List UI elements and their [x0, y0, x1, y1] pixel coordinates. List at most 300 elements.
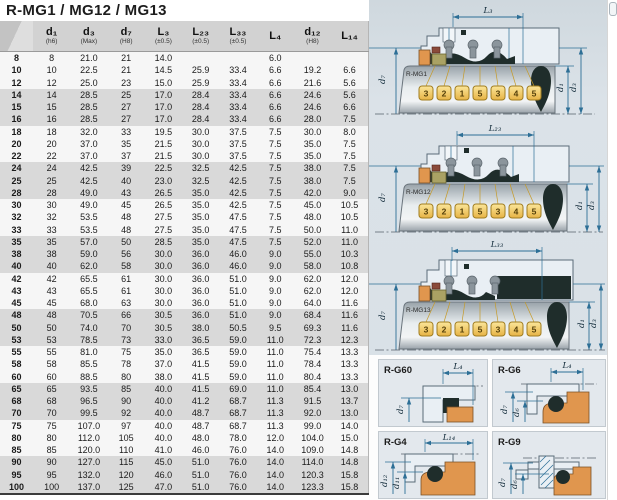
- column-header: d₃ (Max): [70, 21, 107, 52]
- row-label-cell: 70: [0, 407, 33, 419]
- value-cell: 69.0: [219, 383, 256, 395]
- column-header: L₃₃ (±0.5): [219, 21, 256, 52]
- value-cell: 37.5: [219, 126, 256, 138]
- value-cell: 11.3: [257, 407, 294, 419]
- value-cell: 46.0: [182, 444, 219, 456]
- value-cell: 36.5: [182, 346, 219, 358]
- value-cell: 40: [108, 175, 145, 187]
- value-cell: 11.6: [331, 297, 368, 309]
- value-cell: 9.0: [331, 187, 368, 199]
- value-cell: 41.5: [182, 358, 219, 370]
- value-cell: 48: [108, 211, 145, 223]
- value-cell: 22.5: [70, 64, 107, 76]
- column-header: d₁ (h6): [33, 21, 70, 52]
- value-cell: 51.0: [219, 297, 256, 309]
- dim-label-d7: d₇: [378, 311, 388, 320]
- row-label-cell: 15: [0, 101, 33, 113]
- value-cell: 28.4: [182, 101, 219, 113]
- value-cell: 120: [108, 469, 145, 481]
- value-cell: 42.5: [219, 162, 256, 174]
- value-cell: 81.0: [70, 346, 107, 358]
- value-cell: 37.0: [70, 138, 107, 150]
- diagram-r-g60: [378, 359, 488, 427]
- callout-number: 5: [531, 206, 537, 217]
- value-cell: 6.6: [257, 113, 294, 125]
- scrollbar-thumb[interactable]: [609, 2, 617, 16]
- value-cell: 114.0: [294, 456, 331, 468]
- value-cell: 7.5: [257, 138, 294, 150]
- table-row: [0, 211, 369, 223]
- row-label-cell: 10: [0, 64, 33, 76]
- table-row: [0, 297, 369, 309]
- value-cell: 35.0: [145, 346, 182, 358]
- value-cell: 35.0: [182, 211, 219, 223]
- value-cell: 36.0: [182, 309, 219, 321]
- value-cell: 6.6: [331, 101, 368, 113]
- seat-label: R-G60: [384, 365, 412, 376]
- value-cell: 30.0: [182, 138, 219, 150]
- table-row: [0, 224, 369, 236]
- value-cell: 25.0: [70, 77, 107, 89]
- value-cell: 14.8: [331, 456, 368, 468]
- row-label-cell: 30: [0, 199, 33, 211]
- value-cell: 68: [33, 395, 70, 407]
- dim-label-d7: d₇: [498, 478, 508, 487]
- value-cell: 48.0: [294, 211, 331, 223]
- value-cell: 59.0: [219, 371, 256, 383]
- value-cell: 35.0: [182, 187, 219, 199]
- value-cell: 37: [108, 150, 145, 162]
- value-cell: 51.0: [182, 469, 219, 481]
- value-cell: 33: [33, 224, 70, 236]
- value-cell: 30.0: [294, 126, 331, 138]
- callout-number: 2: [441, 324, 447, 335]
- value-cell: 37.0: [70, 150, 107, 162]
- value-cell: 64.0: [294, 297, 331, 309]
- row-label-cell: 60: [0, 371, 33, 383]
- table-row: [0, 187, 369, 199]
- dim-label-d1: d₁: [575, 201, 585, 210]
- value-cell: 13.3: [331, 371, 368, 383]
- value-cell: 27.5: [145, 211, 182, 223]
- diagram-r-mg1: [369, 2, 606, 119]
- value-cell: 17.0: [145, 113, 182, 125]
- table-row: [0, 371, 369, 383]
- diagram-panel: [369, 0, 607, 500]
- value-cell: 93.5: [70, 383, 107, 395]
- value-cell: 14.8: [331, 444, 368, 456]
- value-cell: 46.0: [219, 260, 256, 272]
- callout-number: 5: [477, 206, 483, 217]
- value-cell: 41.5: [182, 383, 219, 395]
- value-cell: 39: [108, 162, 145, 174]
- callout-number: 3: [423, 206, 429, 217]
- value-cell: 51.0: [219, 273, 256, 285]
- value-cell: 80: [108, 371, 145, 383]
- column-header: L₃ (±0.5): [145, 21, 182, 52]
- column-header: d₁₂ (H8): [294, 21, 331, 52]
- value-cell: 40.0: [145, 395, 182, 407]
- value-cell: 50.0: [294, 224, 331, 236]
- header-corner-cell: [0, 21, 33, 52]
- callout-number: 2: [441, 206, 447, 217]
- value-cell: 22.5: [145, 162, 182, 174]
- table-row: [0, 77, 369, 89]
- value-cell: 30.0: [145, 273, 182, 285]
- value-cell: 46.0: [145, 469, 182, 481]
- value-cell: 25: [33, 175, 70, 187]
- value-cell: 13.3: [331, 346, 368, 358]
- value-cell: 10.5: [331, 199, 368, 211]
- dim-label-l33: L₃₃: [490, 240, 504, 250]
- value-cell: 33.4: [219, 77, 256, 89]
- diagram-r-mg12: [369, 120, 606, 237]
- value-cell: 120.3: [294, 469, 331, 481]
- value-cell: 14.5: [145, 64, 182, 76]
- value-cell: 36.0: [182, 273, 219, 285]
- table-row: [0, 407, 369, 419]
- value-cell: 58: [108, 260, 145, 272]
- value-cell: 7.5: [331, 162, 368, 174]
- table-row: [0, 150, 369, 162]
- table-row: [0, 113, 369, 125]
- value-cell: 11.0: [257, 346, 294, 358]
- value-cell: 10.3: [331, 248, 368, 260]
- row-label-cell: 80: [0, 432, 33, 444]
- value-cell: 110: [108, 444, 145, 456]
- value-cell: 30.0: [145, 248, 182, 260]
- table-row: [0, 101, 369, 113]
- dim-label-d6: d₆: [512, 408, 522, 417]
- value-cell: 40.0: [145, 407, 182, 419]
- value-cell: 48.7: [182, 420, 219, 432]
- value-cell: 68.7: [219, 420, 256, 432]
- value-cell: 51.0: [182, 456, 219, 468]
- table-row: [0, 383, 369, 395]
- value-cell: 11.6: [331, 322, 368, 334]
- row-label-cell: 43: [0, 285, 33, 297]
- value-cell: 37.0: [145, 358, 182, 370]
- value-cell: 7.5: [331, 150, 368, 162]
- value-cell: 91.5: [294, 395, 331, 407]
- dim-label-d7: d₇: [396, 405, 406, 414]
- value-cell: 6.6: [257, 64, 294, 76]
- value-cell: 32: [33, 211, 70, 223]
- value-cell: 47.0: [145, 481, 182, 494]
- value-cell: 58: [33, 358, 70, 370]
- value-cell: 41.0: [145, 444, 182, 456]
- value-cell: 45: [108, 199, 145, 211]
- value-cell: 28: [33, 187, 70, 199]
- row-label-cell: 53: [0, 334, 33, 346]
- diagram-label: R-MG12: [406, 189, 431, 196]
- value-cell: 33.4: [219, 113, 256, 125]
- dim-label-l4: L₄: [453, 362, 463, 372]
- value-cell: 72.3: [294, 334, 331, 346]
- value-cell: 19.2: [294, 64, 331, 76]
- dim-label-d12: d₁₂: [380, 474, 390, 487]
- row-label-cell: 35: [0, 236, 33, 248]
- value-cell: 28.0: [294, 113, 331, 125]
- value-cell: 35.0: [182, 199, 219, 211]
- value-cell: 6.6: [257, 101, 294, 113]
- table-row: [0, 444, 369, 456]
- dim-label-d1: d₁: [556, 83, 566, 92]
- value-cell: 76.0: [219, 481, 256, 494]
- value-cell: 70: [108, 322, 145, 334]
- value-cell: 33.4: [219, 89, 256, 101]
- value-cell: 9.0: [257, 260, 294, 272]
- value-cell: 11.0: [331, 236, 368, 248]
- value-cell: 50.5: [219, 322, 256, 334]
- value-cell: 9.0: [257, 273, 294, 285]
- value-cell: 26.5: [145, 187, 182, 199]
- table-row: [0, 64, 369, 76]
- value-cell: 48: [33, 309, 70, 321]
- value-cell: 69.3: [294, 322, 331, 334]
- row-label-cell: 55: [0, 346, 33, 358]
- table-row: [0, 126, 369, 138]
- row-label-cell: 18: [0, 126, 33, 138]
- value-cell: 42.5: [70, 175, 107, 187]
- value-cell: 85: [108, 383, 145, 395]
- value-cell: 28.5: [70, 89, 107, 101]
- value-cell: 58.0: [294, 260, 331, 272]
- value-cell: 21.6: [294, 77, 331, 89]
- value-cell: 40.0: [145, 420, 182, 432]
- value-cell: 7.5: [257, 211, 294, 223]
- value-cell: 11.3: [257, 420, 294, 432]
- value-cell: 50: [108, 236, 145, 248]
- callout-number: 5: [477, 324, 483, 335]
- value-cell: 17.0: [145, 101, 182, 113]
- callout-number: 3: [423, 324, 429, 335]
- table-row: [0, 273, 369, 285]
- value-cell: 7.5: [257, 236, 294, 248]
- table-row: [0, 285, 369, 297]
- value-cell: 78: [108, 358, 145, 370]
- value-cell: 30.0: [182, 150, 219, 162]
- callout-number: 3: [495, 324, 501, 335]
- value-cell: 97: [108, 420, 145, 432]
- value-cell: 36.0: [182, 248, 219, 260]
- value-cell: 46.0: [219, 248, 256, 260]
- value-cell: 76.0: [219, 444, 256, 456]
- value-cell: 45.0: [145, 456, 182, 468]
- value-cell: 42.0: [294, 187, 331, 199]
- value-cell: 11.0: [331, 224, 368, 236]
- value-cell: 51.0: [219, 309, 256, 321]
- value-cell: 75: [108, 346, 145, 358]
- value-cell: 15.8: [331, 481, 368, 494]
- row-label-cell: 12: [0, 77, 33, 89]
- value-cell: 62.0: [294, 285, 331, 297]
- value-cell: 20: [33, 138, 70, 150]
- value-cell: 16: [33, 113, 70, 125]
- callout-number: 4: [513, 88, 519, 99]
- value-cell: 55.0: [294, 248, 331, 260]
- dim-label-d3: d₃: [587, 201, 597, 210]
- row-label-cell: 65: [0, 383, 33, 395]
- value-cell: 68.7: [219, 395, 256, 407]
- value-cell: 13.0: [331, 383, 368, 395]
- table-row: [0, 52, 369, 65]
- value-cell: 24.6: [294, 101, 331, 113]
- value-cell: 78.0: [219, 432, 256, 444]
- value-cell: 14.0: [257, 469, 294, 481]
- value-cell: 35.0: [182, 224, 219, 236]
- callout-number: 3: [495, 206, 501, 217]
- row-label-cell: 25: [0, 175, 33, 187]
- value-cell: 59.0: [219, 346, 256, 358]
- column-header: L₂₃ (±0.5): [182, 21, 219, 52]
- value-cell: 21.0: [70, 52, 107, 65]
- value-cell: 14.0: [257, 444, 294, 456]
- value-cell: 40.0: [145, 383, 182, 395]
- value-cell: 100: [33, 481, 70, 494]
- row-label-cell: 58: [0, 358, 33, 370]
- value-cell: 7.5: [257, 175, 294, 187]
- value-cell: 42: [33, 273, 70, 285]
- value-cell: 33.0: [145, 334, 182, 346]
- value-cell: 35: [33, 236, 70, 248]
- value-cell: 59.0: [219, 358, 256, 370]
- value-cell: 55: [33, 346, 70, 358]
- value-cell: 13.0: [331, 407, 368, 419]
- value-cell: 107.0: [70, 420, 107, 432]
- value-cell: 61: [108, 273, 145, 285]
- value-cell: 40.0: [145, 432, 182, 444]
- value-cell: 33.4: [219, 101, 256, 113]
- value-cell: [294, 52, 331, 65]
- row-label-cell: 22: [0, 150, 33, 162]
- value-cell: 18: [33, 126, 70, 138]
- value-cell: 76.0: [219, 456, 256, 468]
- value-cell: 6.0: [257, 52, 294, 65]
- column-header: d₇ (H8): [108, 21, 145, 52]
- value-cell: 28.4: [182, 89, 219, 101]
- value-cell: 35.0: [294, 138, 331, 150]
- value-cell: 42.5: [219, 187, 256, 199]
- value-cell: 7.5: [257, 187, 294, 199]
- value-cell: 52.0: [294, 236, 331, 248]
- value-cell: 36.5: [182, 334, 219, 346]
- value-cell: 9.0: [257, 248, 294, 260]
- value-cell: 7.5: [257, 126, 294, 138]
- row-label-cell: 100: [0, 481, 33, 494]
- value-cell: 14: [33, 89, 70, 101]
- callout-number: 5: [531, 88, 537, 99]
- value-cell: 75: [33, 420, 70, 432]
- value-cell: 132.0: [70, 469, 107, 481]
- value-cell: 36.0: [182, 297, 219, 309]
- value-cell: 95: [33, 469, 70, 481]
- dim-label-d7: d₇: [378, 193, 388, 202]
- value-cell: 14.0: [331, 420, 368, 432]
- table-row: [0, 236, 369, 248]
- value-cell: 12: [33, 77, 70, 89]
- value-cell: 33: [108, 126, 145, 138]
- value-cell: 37.5: [219, 138, 256, 150]
- value-cell: 25: [108, 89, 145, 101]
- value-cell: 42.5: [219, 175, 256, 187]
- value-cell: 14.0: [257, 456, 294, 468]
- value-cell: 25.9: [182, 77, 219, 89]
- row-label-cell: 20: [0, 138, 33, 150]
- dim-label-l4: L₄: [562, 361, 572, 371]
- value-cell: 63: [108, 297, 145, 309]
- value-cell: 11.6: [331, 309, 368, 321]
- value-cell: 62.0: [294, 273, 331, 285]
- value-cell: 25.9: [182, 64, 219, 76]
- dim-label-d6: d₆: [510, 480, 520, 489]
- callout-number: 1: [459, 324, 465, 335]
- value-cell: 51.0: [219, 285, 256, 297]
- value-cell: 30.0: [145, 285, 182, 297]
- diagram-r-g6: [492, 359, 606, 427]
- table-row: [0, 432, 369, 444]
- value-cell: 53.5: [70, 211, 107, 223]
- value-cell: 48: [108, 224, 145, 236]
- table-row: [0, 309, 369, 321]
- value-cell: 7.5: [257, 199, 294, 211]
- value-cell: [219, 52, 256, 65]
- scrollbar-track[interactable]: [607, 0, 617, 500]
- row-label-cell: 16: [0, 113, 33, 125]
- dim-label-l14: L₁₄: [442, 433, 456, 443]
- value-cell: 137.0: [70, 481, 107, 494]
- value-cell: 28.5: [70, 113, 107, 125]
- diagram-label: R-MG1: [406, 71, 427, 78]
- callout-number: 5: [477, 88, 483, 99]
- value-cell: 7.5: [331, 138, 368, 150]
- row-label-cell: 95: [0, 469, 33, 481]
- value-cell: 105: [108, 432, 145, 444]
- value-cell: 80: [33, 432, 70, 444]
- value-cell: 11.0: [257, 383, 294, 395]
- value-cell: 42.5: [219, 199, 256, 211]
- value-cell: 48.0: [182, 432, 219, 444]
- value-cell: 47.5: [219, 211, 256, 223]
- value-cell: [182, 52, 219, 65]
- table-header-row: [0, 21, 369, 52]
- diagram-label: R-MG13: [406, 307, 431, 314]
- value-cell: 23: [108, 77, 145, 89]
- value-cell: 8: [33, 52, 70, 65]
- value-cell: 15.8: [331, 469, 368, 481]
- column-header: L₄: [257, 21, 294, 52]
- row-label-cell: 42: [0, 273, 33, 285]
- row-label-cell: 14: [0, 89, 33, 101]
- value-cell: 7.5: [331, 175, 368, 187]
- value-cell: 21: [108, 64, 145, 76]
- value-cell: 9.0: [257, 309, 294, 321]
- value-cell: 51.0: [182, 481, 219, 494]
- value-cell: 76.0: [219, 469, 256, 481]
- row-label-cell: 24: [0, 162, 33, 174]
- value-cell: 15: [33, 101, 70, 113]
- value-cell: 42.5: [70, 162, 107, 174]
- value-cell: 30: [33, 199, 70, 211]
- seat-label: R-G9: [498, 437, 521, 448]
- row-label-cell: 48: [0, 309, 33, 321]
- diagram-r-mg13: [369, 238, 606, 355]
- seat-label: R-G6: [498, 365, 521, 376]
- value-cell: 60: [33, 371, 70, 383]
- value-cell: 99.0: [294, 420, 331, 432]
- value-cell: 68.4: [294, 309, 331, 321]
- value-cell: 24.6: [294, 89, 331, 101]
